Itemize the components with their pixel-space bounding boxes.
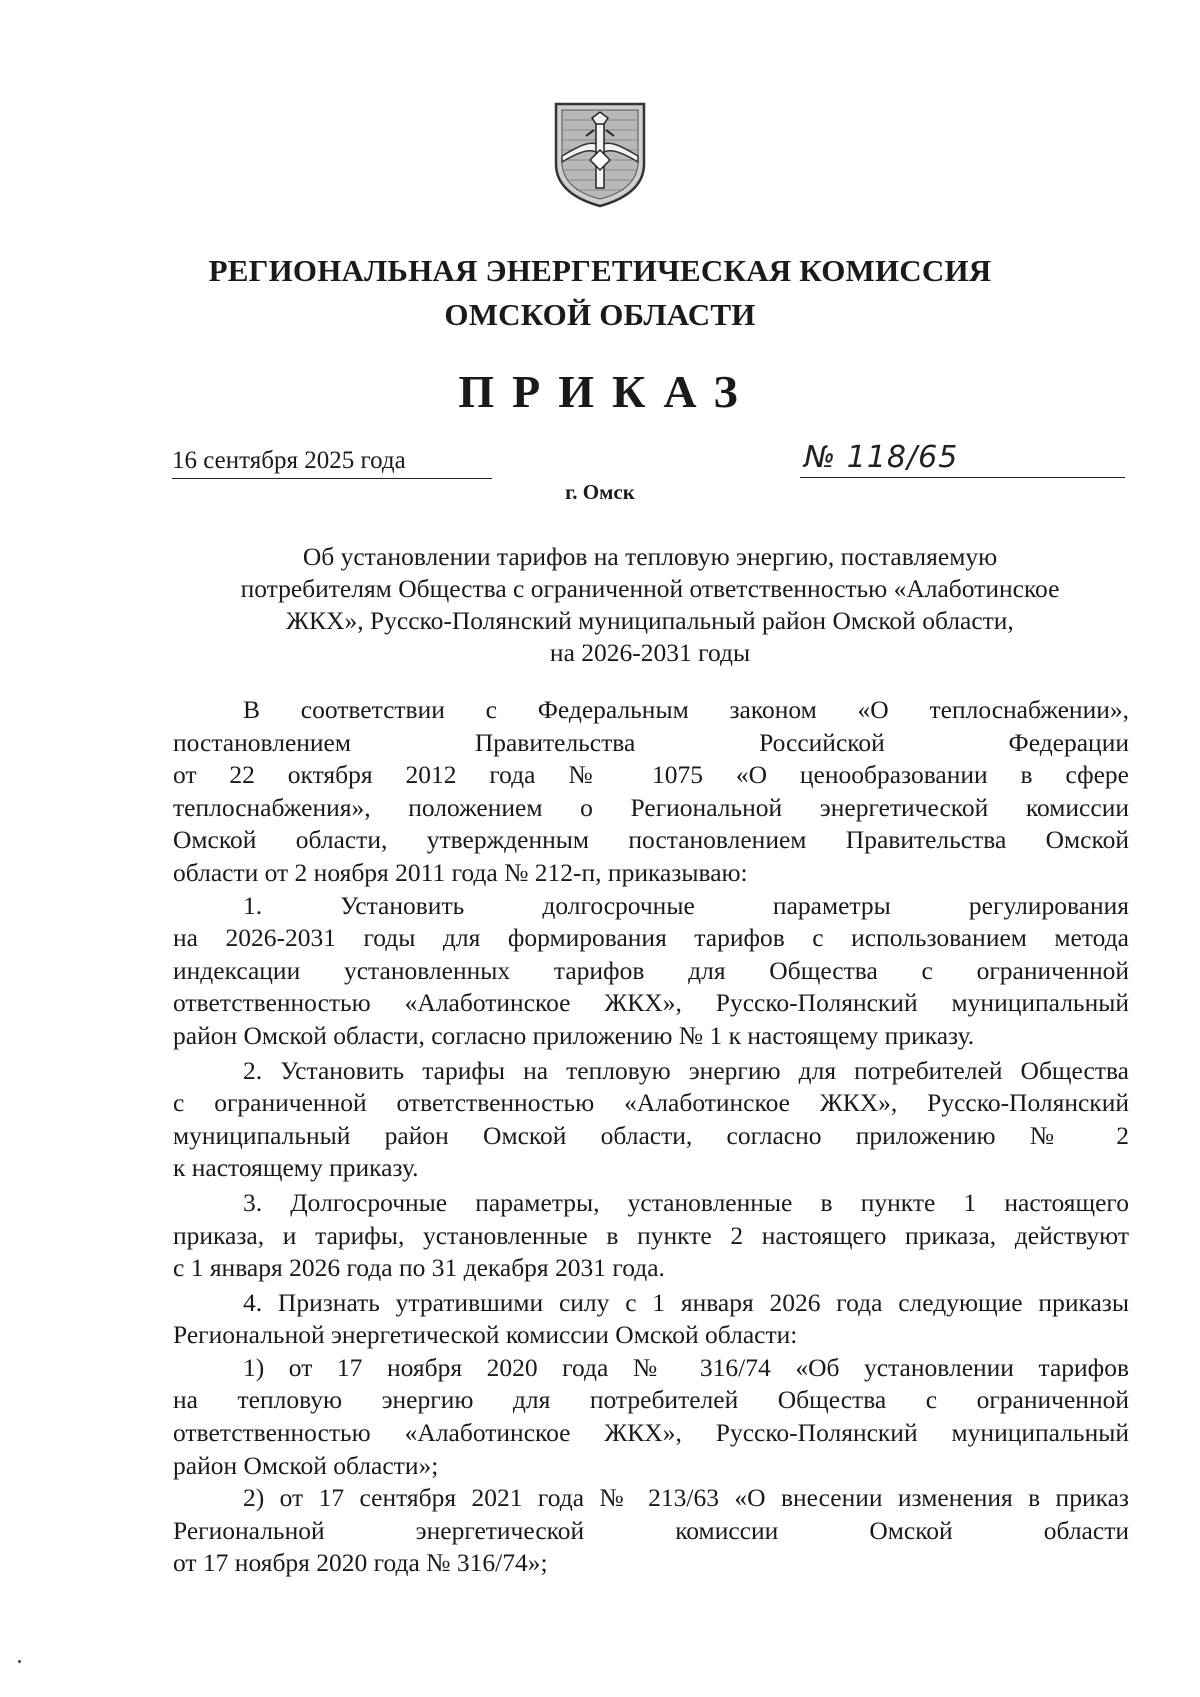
body-line: постановлением Правительства Российской Федерации <box>173 727 1129 757</box>
title-line: ЖКХ», Русско-Полянский муниципальный район Омской области, <box>286 606 1014 635</box>
document-type-heading: ПРИКАЗ <box>458 366 756 417</box>
body-line: 4. Признать утратившими силу с 1 января 2026 года следующие приказы <box>243 1287 1129 1317</box>
body-line: Региональной энергетической комиссии Омской области <box>173 1515 1129 1545</box>
body-line: 1) от 17 ноября 2020 года № 316/74 «Об установлении тарифов <box>243 1352 1129 1382</box>
order-title <box>170 541 1130 669</box>
body-line: от 17 ноября 2020 года № 316/74»; <box>173 1548 548 1578</box>
body-line: теплоснабжения», положением о Региональной энергетической комиссии <box>173 792 1129 822</box>
body-line: ответственностью «Алаботинское ЖКХ», Русско-Полянский муниципальный <box>173 988 1129 1018</box>
body-line: на тепловую энергию для потребителей Общества с ограниченной <box>173 1385 1129 1415</box>
title-line: потребителям Общества с ограниченной ответственностью «Алаботинское <box>240 574 1060 603</box>
body-line: муниципальный район Омской области, согласно приложению № 2 <box>173 1120 1129 1150</box>
order-date: 16 сентября 2025 года <box>172 447 492 479</box>
body-line: ответственностью «Алаботинское ЖКХ», Русско-Полянский муниципальный <box>173 1418 1129 1448</box>
omsk-coat-of-arms-emblem <box>552 100 648 208</box>
body-line: области от 2 ноября 2011 года № 212-п, приказываю: <box>173 857 748 887</box>
body-line: 1. Установить долгосрочные параметры регулирования <box>243 890 1129 920</box>
order-number-handwritten: № 118/65 <box>800 440 1125 478</box>
order-body <box>173 694 1129 1580</box>
body-line: с ограниченной ответственностью «Алаботинское ЖКХ», Русско-Полянский <box>173 1088 1129 1118</box>
body-line: 3. Долгосрочные параметры, установленные в пункте 1 настоящего <box>243 1187 1129 1217</box>
city: г. Омск <box>565 480 635 504</box>
organization-name-line-1: РЕГИОНАЛЬНАЯ ЭНЕРГЕТИЧЕСКАЯ КОМИССИЯ <box>208 253 992 288</box>
scan-speck <box>18 1660 21 1663</box>
title-line: на 2026-2031 годы <box>549 638 751 667</box>
body-line: 2) от 17 сентября 2021 года № 213/63 «О внесении изменения в приказ <box>243 1483 1129 1513</box>
title-line: Об установлении тарифов на тепловую энергию, поставляемую <box>302 542 998 571</box>
body-line: район Омской области, согласно приложению № 1 к настоящему приказу. <box>173 1020 975 1050</box>
body-line: с 1 января 2026 года по 31 декабря 2031 года. <box>173 1253 665 1283</box>
body-line: район Омской области»; <box>173 1450 439 1480</box>
body-line: от 22 октября 2012 года № 1075 «О ценообразовании в сфере <box>173 760 1129 790</box>
organization-name-line-2: ОМСКОЙ ОБЛАСТИ <box>444 297 756 332</box>
body-line: В соответствии с Федеральным законом «О теплоснабжении», <box>243 695 1129 724</box>
body-line: индексации установленных тарифов для Общества с ограниченной <box>173 955 1129 985</box>
body-line: к настоящему приказу. <box>173 1153 419 1183</box>
body-line: Региональной энергетической комиссии Омской области: <box>173 1320 798 1350</box>
body-line: Омской области, утвержденным постановлением Правительства Омской <box>173 825 1129 855</box>
body-line: 2. Установить тарифы на тепловую энергию для потребителей Общества <box>243 1055 1129 1085</box>
body-line: приказа, и тарифы, установленные в пункте 2 настоящего приказа, действуют <box>173 1220 1129 1250</box>
body-line: на 2026-2031 годы для формирования тарифов с использованием метода <box>173 923 1129 953</box>
